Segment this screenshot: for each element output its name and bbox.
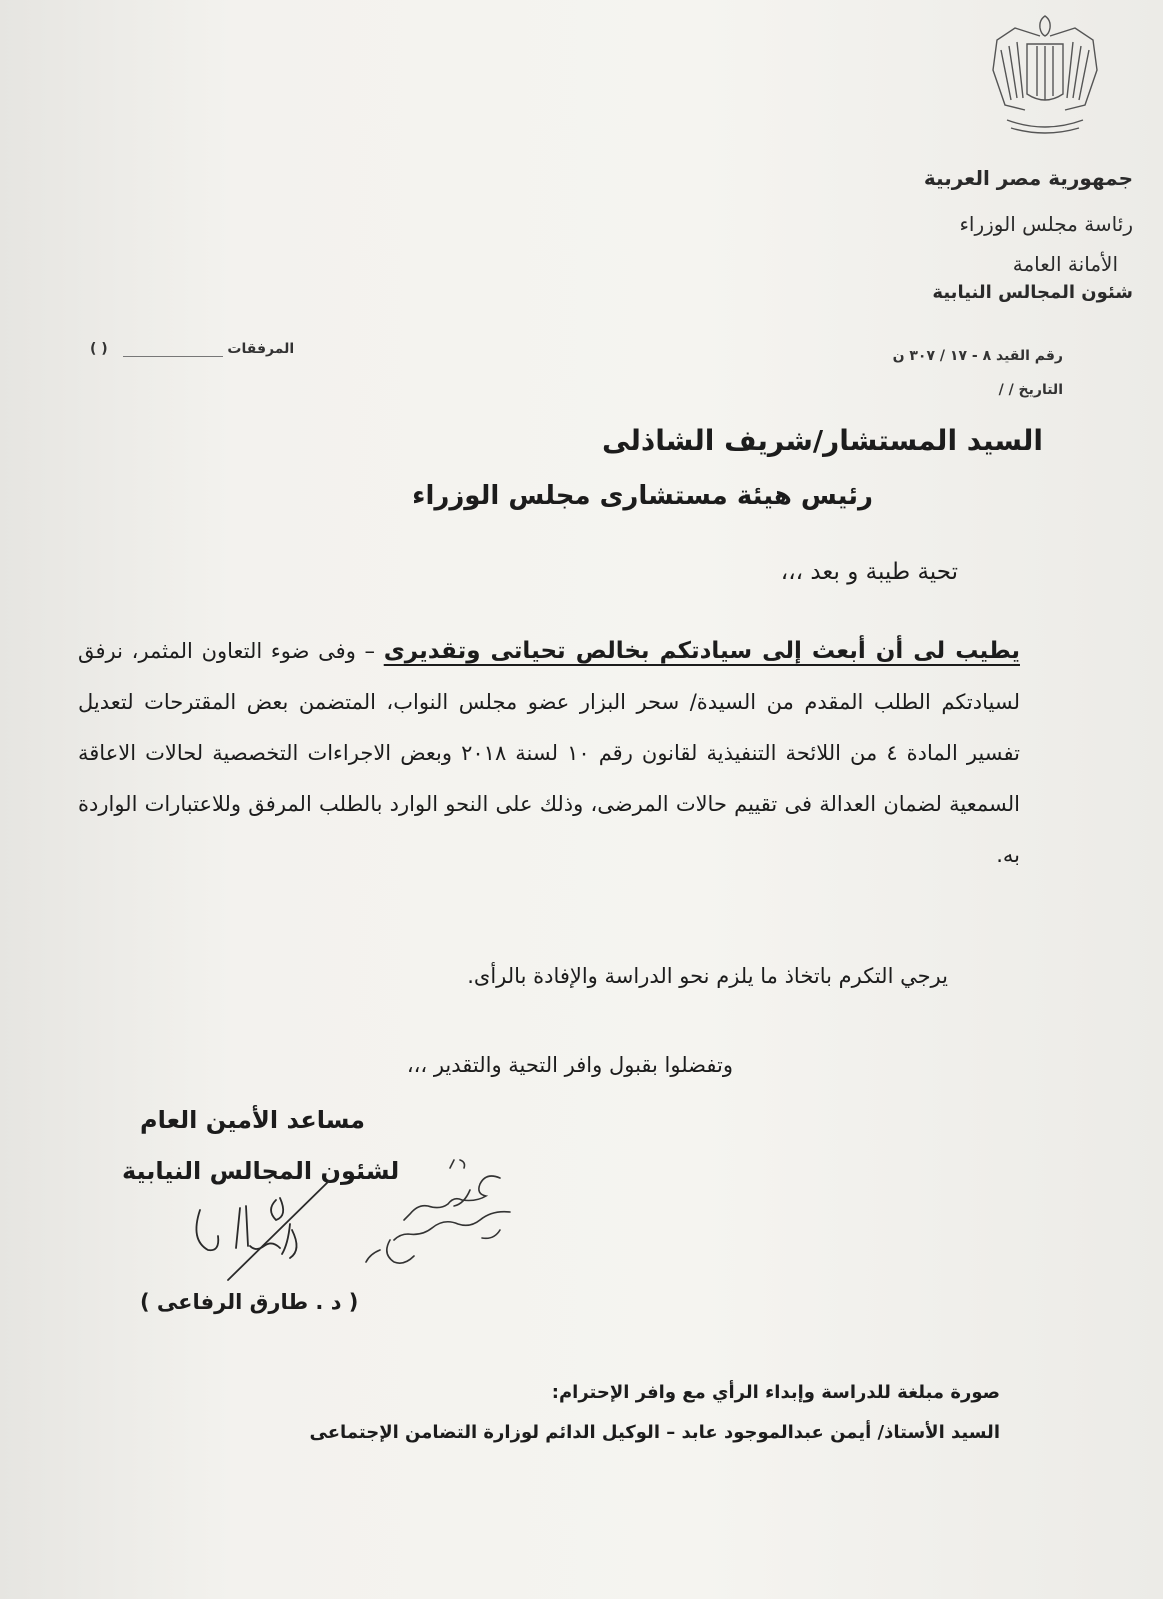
signature-icon (180, 1180, 365, 1290)
header-country: جمهورية مصر العربية (923, 166, 1133, 190)
body-paragraph (78, 626, 1020, 881)
cc-heading: صورة مبلغة للدراسة وإبداء الرأي مع وافر الإحترام: (551, 1382, 1000, 1403)
request-line: يرجي التكرم باتخاذ ما يلزم نحو الدراسة والإفادة بالرأى. (467, 964, 948, 988)
handwritten-note-icon (350, 1150, 525, 1290)
attachments-label: المرفقات (227, 341, 295, 357)
attachments-field (90, 340, 294, 357)
closing-line: وتفضلوا بقبول وافر التحية والتقدير ،،، (406, 1053, 733, 1077)
eagle-emblem-icon (985, 10, 1105, 138)
cc-recipient: السيد الأستاذ/ أيمن عبدالموجود عابد – الوكيل الدائم لوزارة التضامن الإجتماعى (309, 1422, 1000, 1443)
addressee-title: رئيس هيئة مستشارى مجلس الوزراء (412, 481, 873, 511)
header-secretariat: الأمانة العامة (1012, 252, 1118, 276)
attachments-value: ( ) (90, 341, 108, 357)
body-lead: يطيب لى أن أبعث إلى سيادتكم بخالص تحياتى وتقديرى (383, 638, 1020, 664)
attachments-blank (123, 340, 223, 357)
signatory-position: مساعد الأمين العام (140, 1106, 365, 1134)
date-field: التاريخ / / (998, 382, 1063, 398)
body-text: – وفى ضوء التعاون المثمر، نرفق لسيادتكم الطلب المقدم من السيدة/ سحر البزار عضو مجلس النواب، المتضمن بعض المقترحات لتعديل تفسير المادة ٤ من اللائحة التنفيذية لقانون رقم ١٠ لسنة ٢٠١٨ وبعض الاجراءات التخصصية لحالات الاعاقة السمعية لضمان العدالة فى تقييم حالات المرضى، وذلك على النحو الوارد بالطلب المرفق وللاعتبارات الواردة به. (78, 639, 1020, 867)
signatory-department: لشئون المجالس النيابية (122, 1157, 400, 1185)
addressee-name: السيد المستشار/شريف الشاذلى (602, 424, 1043, 457)
signatory-name: ( د . طارق الرفاعى ) (140, 1290, 359, 1314)
reference-number: رقم القيد ٨ - ١٧ / ٣٠٧ ن (892, 348, 1063, 364)
header-department: شئون المجالس النيابية (932, 282, 1133, 303)
greeting: تحية طيبة و بعد ،،، (780, 559, 958, 585)
header-cabinet: رئاسة مجلس الوزراء (959, 212, 1133, 236)
